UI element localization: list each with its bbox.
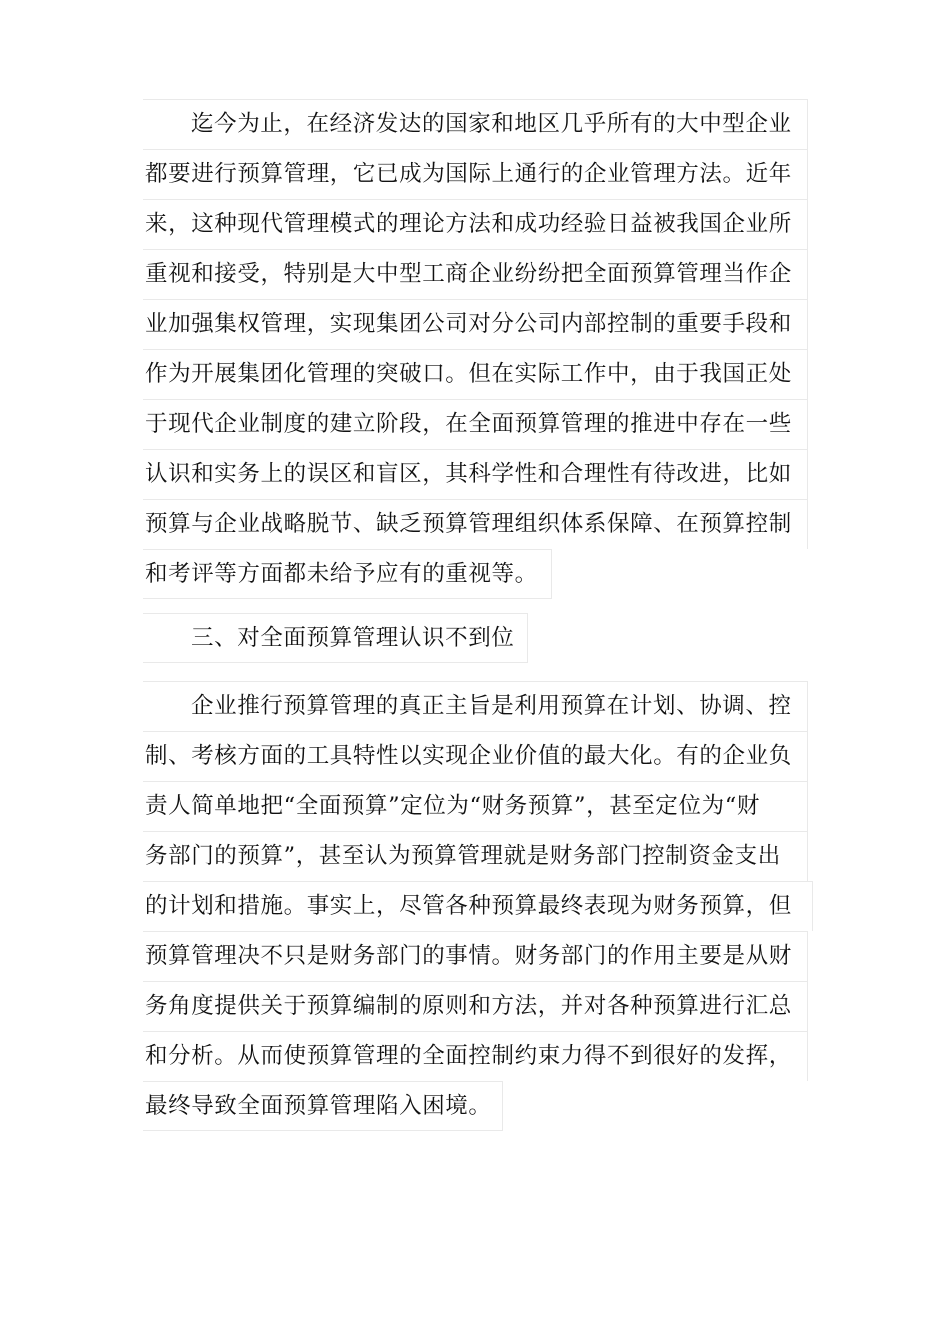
text-line: 预算与企业战略脱节、缺乏预算管理组织体系保障、在预算控制 [143, 499, 808, 549]
section-heading [143, 613, 528, 663]
text-line: 的计划和措施。事实上，尽管各种预算最终表现为财务预算，但 [143, 881, 813, 931]
text-line: 务角度提供关于预算编制的原则和方法，并对各种预算进行汇总 [143, 981, 808, 1031]
text-line: 责人简单地把“全面预算”定位为“财务预算”，甚至定位为“财 [143, 781, 808, 831]
text-line: 业加强集权管理，实现集团公司对分公司内部控制的重要手段和 [143, 299, 808, 349]
text-line: 都要进行预算管理，它已成为国际上通行的企业管理方法。近年 [143, 149, 808, 199]
text-line: 制、考核方面的工具特性以实现企业价值的最大化。有的企业负 [143, 731, 808, 781]
text-line: 作为开展集团化管理的突破口。但在实际工作中，由于我国正处 [143, 349, 808, 399]
paragraph-intro [143, 99, 808, 599]
text-line: 企业推行预算管理的真正主旨是利用预算在计划、协调、控 [143, 681, 808, 731]
paragraph-body [143, 681, 813, 1131]
text-line: 迄今为止，在经济发达的国家和地区几乎所有的大中型企业 [143, 99, 808, 149]
text-line: 重视和接受，特别是大中型工商企业纷纷把全面预算管理当作企 [143, 249, 808, 299]
text-line: 最终导致全面预算管理陷入困境。 [143, 1081, 503, 1131]
text-line: 于现代企业制度的建立阶段，在全面预算管理的推进中存在一些 [143, 399, 808, 449]
text-line: 和考评等方面都未给予应有的重视等。 [143, 549, 552, 599]
text-line: 预算管理决不只是财务部门的事情。财务部门的作用主要是从财 [143, 931, 808, 981]
text-line: 来，这种现代管理模式的理论方法和成功经验日益被我国企业所 [143, 199, 808, 249]
text-line: 和分析。从而使预算管理的全面控制约束力得不到很好的发挥， [143, 1031, 808, 1081]
text-line: 认识和实务上的误区和盲区，其科学性和合理性有待改进，比如 [143, 449, 808, 499]
text-line: 务部门的预算”，甚至认为预算管理就是财务部门控制资金支出 [143, 831, 808, 881]
heading-text: 三、对全面预算管理认识不到位 [143, 613, 528, 663]
